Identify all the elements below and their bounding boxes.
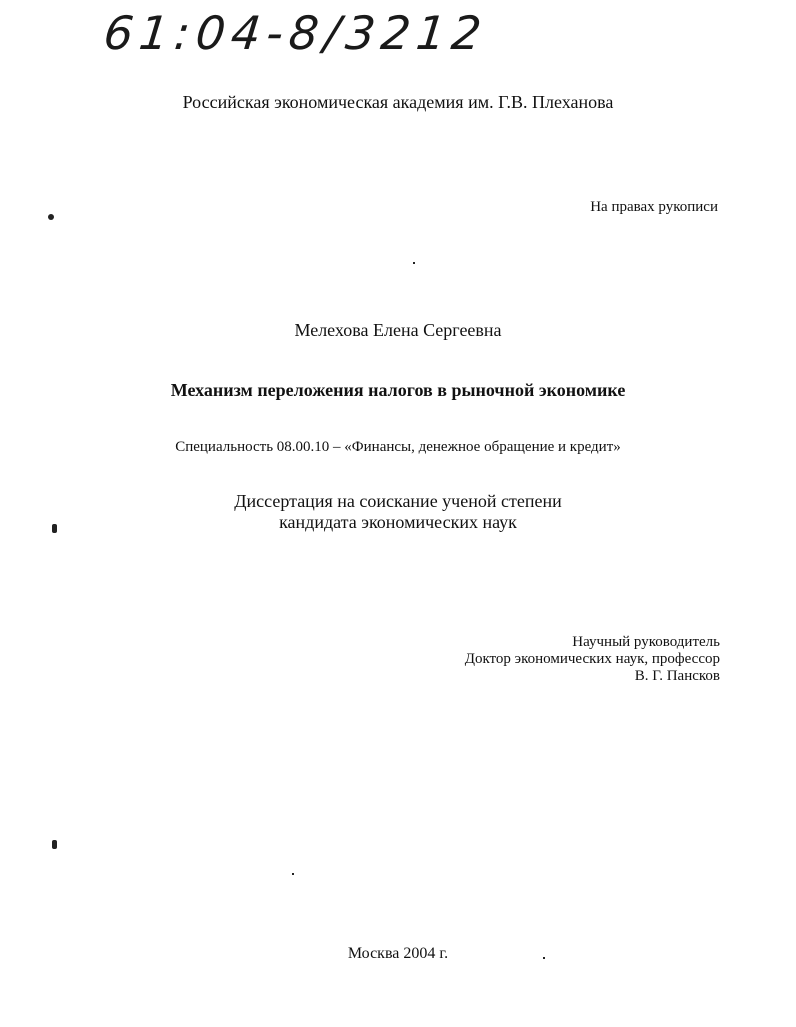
scan-speck — [48, 214, 54, 220]
handwritten-catalog-code: 61:04-8/3212 — [101, 6, 490, 60]
scan-speck — [52, 524, 57, 533]
scan-speck — [52, 840, 57, 849]
author-name: Мелехова Елена Сергеевна — [294, 320, 502, 340]
scan-speck — [292, 873, 294, 875]
degree-line-1: Диссертация на соискание ученой степени — [234, 491, 562, 511]
degree-line-2: кандидата экономических наук — [279, 512, 517, 532]
dissertation-title: Механизм переложения налогов в рыночной экономике — [170, 380, 626, 400]
supervisor-name: В. Г. Пансков — [634, 668, 720, 684]
specialty-line: Специальность 08.00.10 – «Финансы, денежное обращение и кредит» — [175, 439, 621, 455]
degree-statement — [0, 491, 796, 533]
supervisor-credentials: Доктор экономических наук, профессор — [464, 651, 720, 667]
supervisor-role: Научный руководитель — [572, 634, 720, 650]
city-year: Москва 2004 г. — [347, 945, 449, 962]
scan-speck — [413, 262, 415, 264]
supervisor-block — [465, 634, 720, 685]
scan-speck — [543, 957, 545, 959]
institution-name: Российская экономическая академия им. Г.В. Плеханова — [182, 92, 614, 112]
manuscript-rights-note: На правах рукописи — [590, 199, 718, 215]
